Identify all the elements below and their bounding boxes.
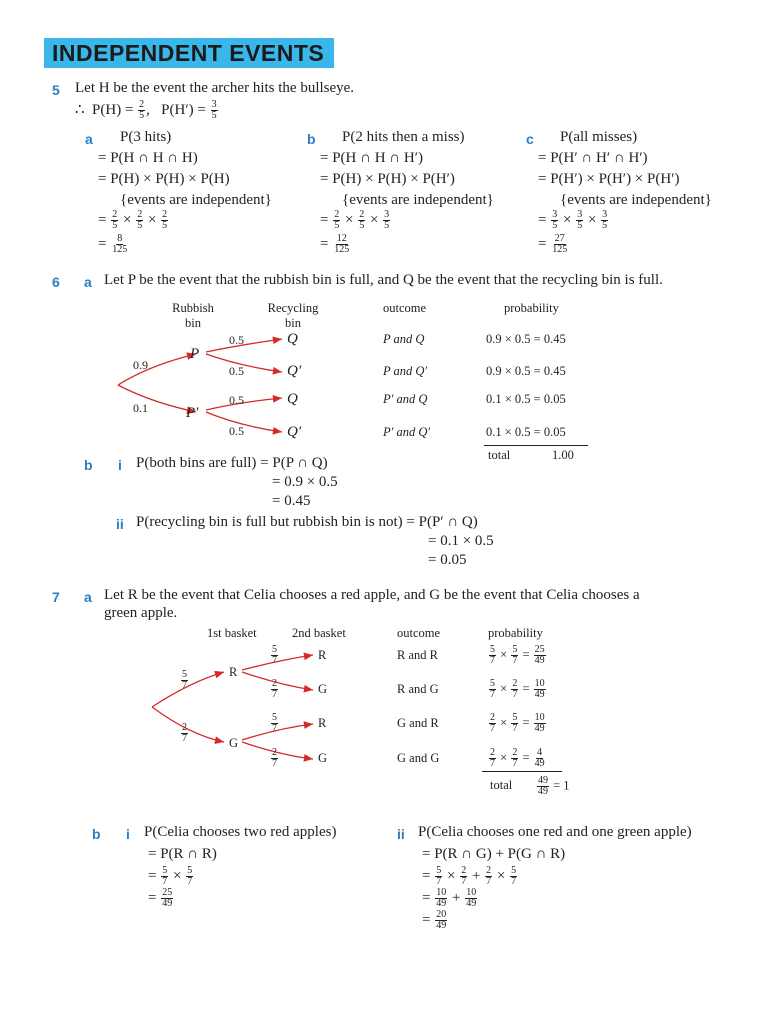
q7-part-b-label: b <box>92 826 101 842</box>
q5-given: ∴ P(H) = $\frac{2}{5}$ , P(H′) = $\frac{3}{5}$ <box>75 99 217 122</box>
q7-part-a-label: a <box>84 589 92 605</box>
q5-part-b-line1: = P(H ∩ H ∩ H′) <box>320 150 423 166</box>
q7-leaf-1: G <box>318 682 328 696</box>
q7-b-i-line3: = $\frac{5}{7}$ × $\frac{5}{7}$ <box>148 865 193 887</box>
q7-total-rule <box>482 771 562 772</box>
q7-probability-1: $\frac{5}{7}$ × $\frac{2}{7}$ = $\frac{10}{49}$ <box>490 678 545 700</box>
q6-node-p: P <box>190 346 200 362</box>
q6-outcome-1: P and Q′ <box>383 364 428 378</box>
q6-b-i-line3: = 0.45 <box>272 493 311 509</box>
q6-b-ii-line3: = 0.05 <box>428 552 467 568</box>
q7-b-ii-line3: = $\frac{5}{7}$ × $\frac{2}{7}$ + $\frac{2}{7}$ × $\frac{5}{7}$ <box>422 865 517 887</box>
q6-b-ii-line2: = 0.1 × 0.5 <box>428 533 494 549</box>
q6-branch-prob-1: 0.5 <box>229 364 244 378</box>
q6-leaf-3: Q′ <box>287 424 302 440</box>
q6-b-ii-label: ii <box>116 516 124 532</box>
q7-outcome-0: R and R <box>397 648 438 662</box>
q6-node-pc: P′ <box>186 405 199 421</box>
q6-header-recycling: Recycling bin <box>267 301 319 330</box>
q7-b-ii-line1: P(Celia chooses one red and one green apple) <box>418 824 692 840</box>
q6-leaf-1: Q′ <box>287 363 302 379</box>
q7-b-i-label: i <box>126 826 130 842</box>
page-title: INDEPENDENT EVENTS <box>52 40 325 66</box>
question-number-7: 7 <box>52 589 60 605</box>
q6-outcome-3: P′ and Q′ <box>383 425 431 439</box>
q6-part-a-label: a <box>84 274 92 290</box>
q6-header-outcome: outcome <box>383 301 427 315</box>
q7-b-i-line4: = $\frac{25}{49}$ <box>148 887 173 909</box>
q6-probability-3: 0.1 × 0.5 = 0.05 <box>486 425 566 439</box>
q7-b-i-line1: P(Celia chooses two red apples) <box>144 824 337 840</box>
q7-branch-prob-3: $\frac{2}{7}$ <box>272 747 277 769</box>
question-number-6: 6 <box>52 274 60 290</box>
question-number-5: 5 <box>52 82 60 98</box>
q6-branch-prob-0: 0.5 <box>229 333 244 347</box>
q7-branch-prob-0: $\frac{5}{7}$ <box>272 644 277 666</box>
q6-b-i-line1: P(both bins are full) = P(P ∩ Q) <box>136 455 328 471</box>
q6-part-b-label: b <box>84 457 93 473</box>
q5-part-a-line3: {events are independent} <box>120 192 272 208</box>
q6-probability-0: 0.9 × 0.5 = 0.45 <box>486 332 566 346</box>
q5-part-a-product: = $\frac{2}{5}$ × $\frac{2}{5}$ × $\frac{2}{5}$ <box>98 209 168 231</box>
q7-total-value: $\frac{49}{49}$ = 1 <box>538 775 570 797</box>
q7-node-r: R <box>229 665 238 679</box>
q6-outcome-2: P′ and Q <box>383 392 428 406</box>
q5-part-b-head: P(2 hits then a miss) <box>342 129 465 145</box>
q5-intro: Let H be the event the archer hits the bullseye. <box>75 80 355 96</box>
q7-leaf-2: R <box>318 716 327 730</box>
q5-part-a-line2: = P(H) × P(H) × P(H) <box>98 171 230 187</box>
q6-total-rule <box>484 445 588 446</box>
q7-leaf-3: G <box>318 751 328 765</box>
q5-part-c-head: P(all misses) <box>560 129 638 145</box>
q7-b-ii-line4: = $\frac{10}{49}$ + $\frac{10}{49}$ <box>422 887 477 909</box>
q5-part-c-line1: = P(H′ ∩ H′ ∩ H′) <box>538 150 648 166</box>
q5-part-b-line2: = P(H) × P(H) × P(H′) <box>320 171 455 187</box>
q7-b-ii-line2: = P(R ∩ G) + P(G ∩ R) <box>422 846 566 862</box>
q7-b-ii-line5: = $\frac{20}{49}$ <box>422 909 447 931</box>
q7-header-1st-basket: 1st basket <box>207 626 257 640</box>
q6-outcome-0: P and Q <box>383 332 425 346</box>
q7-outcome-3: G and G <box>397 751 440 765</box>
q7-branch-prob-2: $\frac{5}{7}$ <box>272 712 277 734</box>
q5-part-a-line1: = P(H ∩ H ∩ H) <box>98 150 198 166</box>
q7-total-label: total <box>490 778 513 792</box>
q6-branch-prob-pc: 0.1 <box>133 401 148 415</box>
q6-probability-1: 0.9 × 0.5 = 0.45 <box>486 364 566 378</box>
q6-b-i-label: i <box>118 457 122 473</box>
q5-part-a-head: P(3 hits) <box>120 129 172 145</box>
q7-leaf-0: R <box>318 648 327 662</box>
q6-branch-prob-3: 0.5 <box>229 424 244 438</box>
q7-header-probability: probability <box>488 626 543 640</box>
q7-b-i-line2: = P(R ∩ R) <box>148 846 217 862</box>
q5-part-c-line3: {events are independent} <box>560 192 712 208</box>
q7-header-2nd-basket: 2nd basket <box>292 626 346 640</box>
q6-intro: Let P be the event that the rubbish bin is full, and Q be the event that the recycling bin is full. <box>104 272 663 288</box>
q6-b-i-line2: = 0.9 × 0.5 <box>272 474 338 490</box>
q7-branch-prob-r: $\frac{5}{7}$ <box>182 669 187 691</box>
q5-part-c-product: = $\frac{3}{5}$ × $\frac{3}{5}$ × $\frac{3}{5}$ <box>538 209 608 231</box>
q6-branch-prob-p: 0.9 <box>133 358 148 372</box>
q7-outcome-1: R and G <box>397 682 439 696</box>
q5-part-b-line3: {events are independent} <box>342 192 494 208</box>
q7-probability-2: $\frac{2}{7}$ × $\frac{5}{7}$ = $\frac{10}{49}$ <box>490 712 545 734</box>
q7-outcome-2: G and R <box>397 716 439 730</box>
q5-part-b-product: = $\frac{2}{5}$ × $\frac{2}{5}$ × $\frac{3}{5}$ <box>320 209 390 231</box>
q5-part-c-line2: = P(H′) × P(H′) × P(H′) <box>538 171 680 187</box>
q5-part-c-label: c <box>526 131 534 147</box>
q6-header-probability: probability <box>504 301 559 315</box>
q6-b-ii-line1: P(recycling bin is full but rubbish bin is not) = P(P′ ∩ Q) <box>136 514 478 530</box>
q5-part-b-label: b <box>307 131 316 147</box>
q5-part-c-answer: = $\frac{27}{125}$ <box>538 233 568 255</box>
q6-branch-prob-2: 0.5 <box>229 393 244 407</box>
q7-probability-0: $\frac{5}{7}$ × $\frac{5}{7}$ = $\frac{25}{49}$ <box>490 644 545 666</box>
q6-total-value: 1.00 <box>552 448 574 462</box>
q7-branch-prob-g: $\frac{2}{7}$ <box>182 722 187 744</box>
q7-branch-prob-1: $\frac{2}{7}$ <box>272 678 277 700</box>
q7-node-g: G <box>229 736 239 750</box>
q6-header-rubbish: Rubbish bin <box>172 301 214 330</box>
q6-leaf-2: Q <box>287 391 298 407</box>
q6-total-label: total <box>488 448 511 462</box>
q5-part-b-answer: = $\frac{12}{125}$ <box>320 233 350 255</box>
q7-intro-line2: green apple. <box>104 605 178 621</box>
q5-part-a-answer: = $\frac{8}{125}$ <box>98 233 128 255</box>
q7-b-ii-label: ii <box>397 826 405 842</box>
q5-part-a-label: a <box>85 131 93 147</box>
q7-header-outcome: outcome <box>397 626 441 640</box>
q7-probability-3: $\frac{2}{7}$ × $\frac{2}{7}$ = $\frac{4}{49}$ <box>490 747 545 769</box>
q6-probability-2: 0.1 × 0.5 = 0.05 <box>486 392 566 406</box>
q6-leaf-0: Q <box>287 331 298 347</box>
q7-intro-line1: Let R be the event that Celia chooses a red apple, and G be the event that Celia chooses a <box>104 587 640 603</box>
